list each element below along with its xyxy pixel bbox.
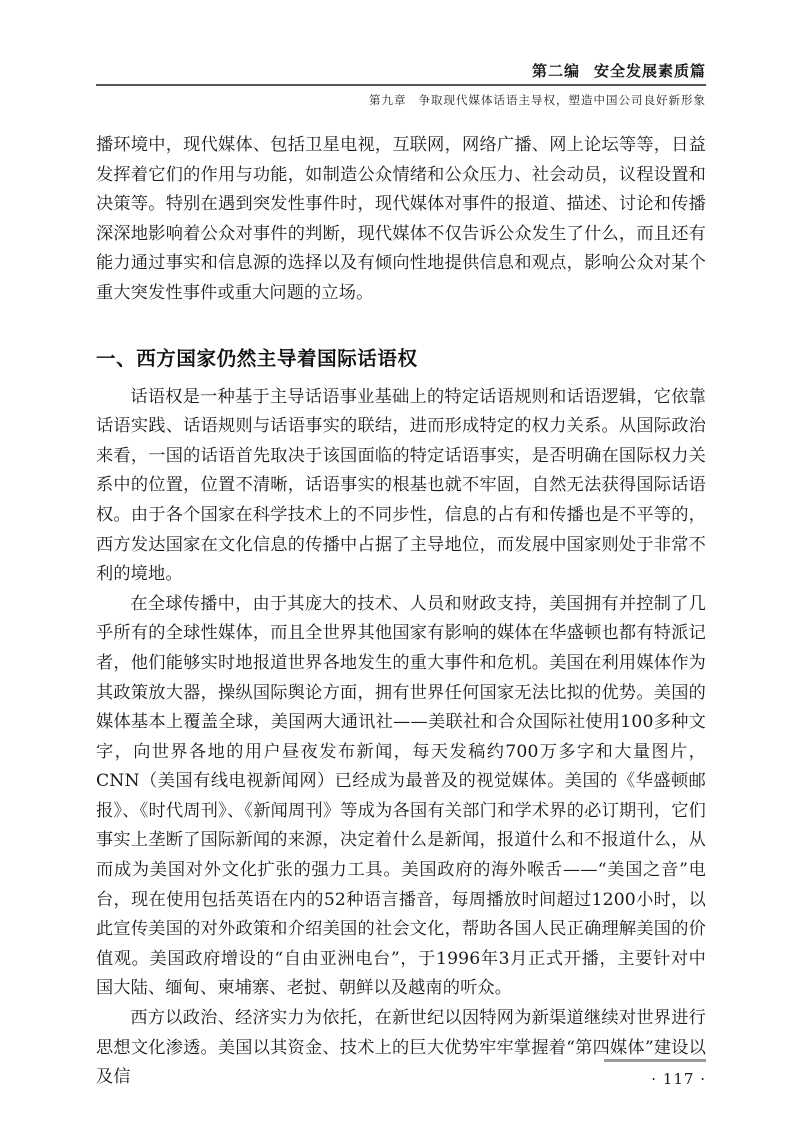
footer-rule	[604, 1059, 706, 1062]
page-body	[96, 131, 706, 1093]
chapter-number: 第九章	[369, 93, 407, 107]
part-title: 安全发展素质篇	[593, 62, 706, 80]
paragraph-discourse-power: 话语权是一种基于主导话语事业基础上的特定话语规则和话语逻辑，它依靠话语实践、话语规则与话语事实的联结，进而形成特定的权力关系。从国际政治来看，一国的话语首先取决于该国面临的特定话语事实，是否明确在国际权力关系中的位置，位置不清晰，话语事实的根基也就不牢固，自然无法获得国际话语权。由于各个国家在科学技术上的不同步性，信息的占有和传播也是不平等的，西方发达国家在文化信息的传播中占据了主导地位，而发展中国家则处于非常不利的境地。	[96, 386, 706, 585]
continued-paragraph: 播环境中，现代媒体、包括卫星电视，互联网，网络广播、网上论坛等等，日益发挥着它们的作用与功能，如制造公众情绪和公众压力、社会动员，议程设置和决策等。特别在遇到突发性事件时，现代媒体对事件的报道、描述、讨论和传播深深地影响着公众对事件的判断，现代媒体不仅告诉公众发生了什么，而且还有能力通过事实和信息源的选择以及有倾向性地提供信息和观点，影响公众对某个重大突发性事件或重大问题的立场。	[96, 135, 706, 303]
paragraph-internet-penetration: 西方以政治、经济实力为依托，在新世纪以因特网为新渠道继续对世界进行思想文化渗透。美国以其资金、技术上的巨大优势牢牢掌握着“第四媒体”建设以及信	[96, 1008, 706, 1088]
chapter-title: 争取现代媒体话语主导权，塑造中国公司良好新形象	[418, 93, 706, 107]
page-number: · 117 ·	[651, 1070, 706, 1088]
part-title-line	[96, 60, 706, 86]
part-number: 第二编	[531, 62, 580, 80]
chapter-title-line	[96, 91, 706, 109]
running-header	[96, 60, 706, 109]
page-footer	[96, 1059, 706, 1089]
paragraph-us-media-dominance: 在全球传播中，由于其庞大的技术、人员和财政支持，美国拥有并控制了几乎所有的全球性媒体，而且全世界其他国家有影响的媒体在华盛顿也都有特派记者，他们能够实时地报道世界各地发生的重大事件和危机。美国在利用媒体作为其政策放大器，操纵国际舆论方面，拥有世界任何国家无法比拟的优势。美国的媒体基本上覆盖全球，美国两大通讯社——美联社和合众国际社使用100多种文字，向世界各地的用户昼夜发布新闻，每天发稿约700万多字和大量图片，CNN（美国有线电视新闻网）已经成为最普及的视觉媒体。美国的《华盛顿邮报》、《时代周刊》、《新闻周刊》等成为各国有关部门和学术界的必订期刊，它们事实上垄断了国际新闻的来源，决定着什么是新闻，报道什么和不报道什么，从而成为美国对外文化扩张的强力工具。美国政府的海外喉舌——“美国之音”电台，现在使用包括英语在内的52种语言播音，每周播放时间超过1200小时，以此宣传美国的对外政策和介绍美国的社会文化，帮助各国人民正确理解美国的价值观。美国政府增设的“自由亚洲电台”，于1996年3月正式开播，主要针对中国大陆、缅甸、柬埔寨、老挝、朝鲜以及越南的听众。	[96, 593, 706, 999]
section-heading: 一、西方国家仍然主导着国际话语权	[96, 346, 418, 370]
